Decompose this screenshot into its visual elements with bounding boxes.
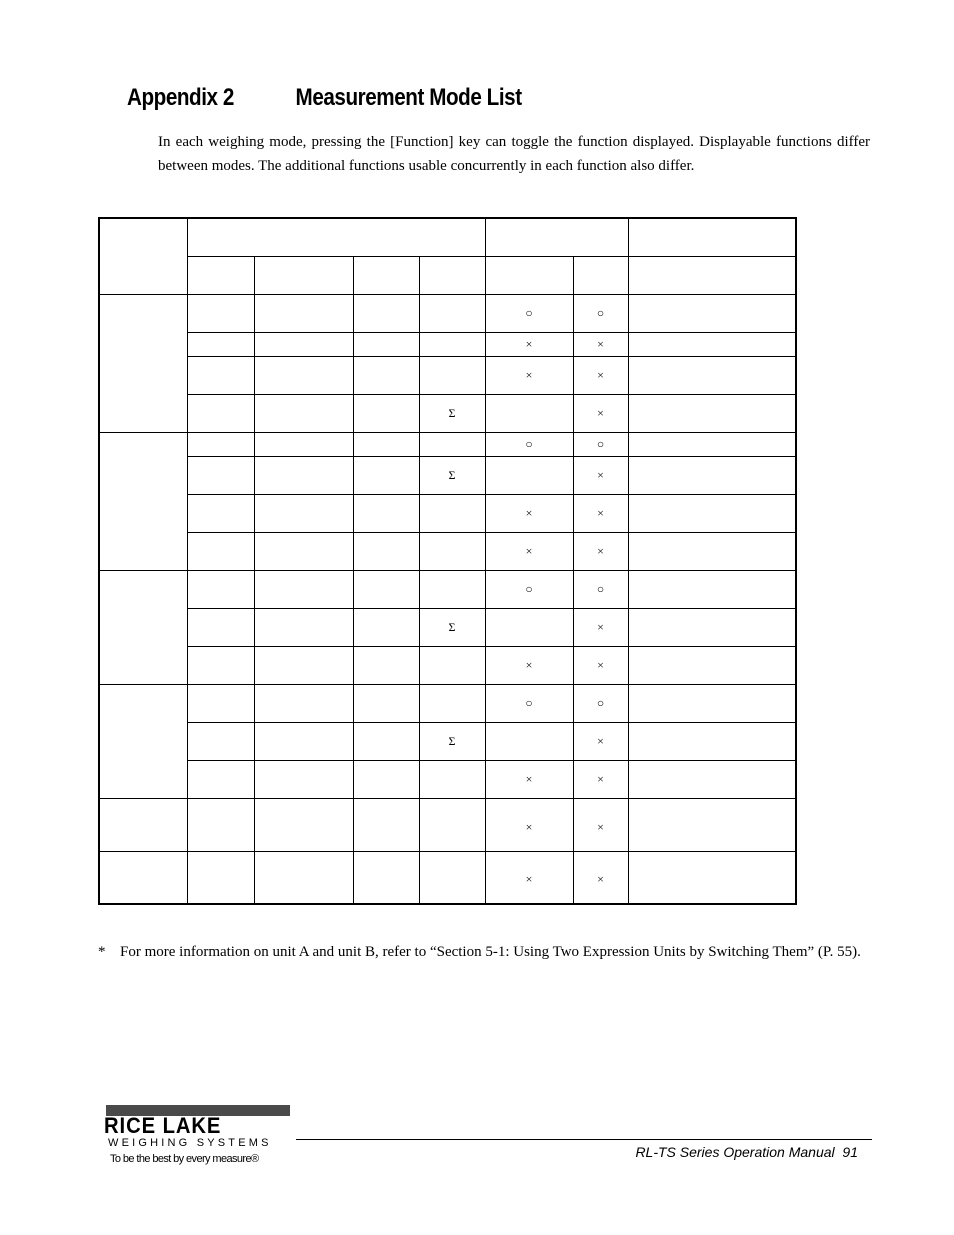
- table-cell: ○: [485, 570, 573, 608]
- table-cell: ×: [573, 760, 628, 798]
- table-cell: ○: [485, 684, 573, 722]
- table-cell: ○: [573, 294, 628, 332]
- appendix-title: Measurement Mode List: [295, 84, 522, 111]
- header-cell: [99, 218, 187, 294]
- measurement-mode-table: [98, 217, 797, 905]
- table-row: [99, 432, 796, 456]
- logo-subtitle: WEIGHING SYSTEMS: [108, 1137, 272, 1149]
- mode-cell: [99, 570, 187, 684]
- table-cell: Σ: [419, 394, 485, 432]
- page-number: 91: [842, 1144, 858, 1160]
- table-cell: [485, 608, 573, 646]
- table-row: [99, 332, 796, 356]
- table-cell: ×: [485, 532, 573, 570]
- table-row: [99, 684, 796, 722]
- header-cell: [573, 256, 628, 294]
- table-cell: ×: [573, 646, 628, 684]
- header-cell: [187, 218, 485, 256]
- page-heading: [127, 84, 522, 112]
- rice-lake-logo: [104, 1103, 294, 1169]
- table-cell: ×: [485, 332, 573, 356]
- table-cell: ×: [485, 851, 573, 904]
- mode-cell: [99, 851, 187, 904]
- table-cell: ×: [485, 494, 573, 532]
- table-cell: Σ: [419, 722, 485, 760]
- table-row: [99, 532, 796, 570]
- logo-tagline: To be the best by every measure®: [110, 1153, 259, 1165]
- header-cell: [254, 256, 353, 294]
- intro-paragraph: In each weighing mode, pressing the [Function] key can toggle the function displayed. Displayable functions differ between modes. The additional functions usable concurrently in each function also differ.: [158, 134, 870, 174]
- header-cell: [419, 256, 485, 294]
- table-cell: [485, 456, 573, 494]
- header-cell: [187, 256, 254, 294]
- table-cell: [485, 394, 573, 432]
- mode-cell: [99, 432, 187, 570]
- footnote-text: For more information on unit A and unit B, refer to “Section 5-1: Using Two Expression Units by Switching Them” (P. 55).: [120, 944, 861, 960]
- table-cell: ×: [573, 722, 628, 760]
- page-footer: [635, 1144, 858, 1160]
- table-cell: ×: [485, 760, 573, 798]
- table-cell: ○: [485, 432, 573, 456]
- header-cell: [485, 256, 573, 294]
- table-cell: [485, 722, 573, 760]
- table-cell: ×: [573, 798, 628, 851]
- header-cell: [628, 256, 796, 294]
- table-row: [99, 494, 796, 532]
- table-row: [99, 456, 796, 494]
- table-row: [99, 294, 796, 332]
- table-cell: ×: [573, 356, 628, 394]
- table-cell: ×: [485, 356, 573, 394]
- table-cell: ×: [573, 851, 628, 904]
- manual-title: RL-TS Series Operation Manual: [635, 1144, 835, 1160]
- table-cell: Σ: [419, 456, 485, 494]
- table-row: [99, 608, 796, 646]
- table-row: [99, 851, 796, 904]
- table-cell: ×: [573, 456, 628, 494]
- footer-divider: [296, 1139, 872, 1140]
- table-cell: ×: [573, 394, 628, 432]
- table-cell: ×: [573, 332, 628, 356]
- header-cell: [353, 256, 419, 294]
- table-cell: ×: [485, 798, 573, 851]
- table-cell: ×: [573, 494, 628, 532]
- footnote: [98, 940, 870, 964]
- table-header-row: [99, 218, 796, 256]
- mode-cell: [99, 684, 187, 798]
- table-cell: ×: [573, 532, 628, 570]
- header-cell: [628, 218, 796, 256]
- table-subheader-row: [99, 256, 796, 294]
- header-cell: [485, 218, 628, 256]
- mode-cell: [99, 294, 187, 432]
- table-row: [99, 760, 796, 798]
- table-row: [99, 394, 796, 432]
- table-cell: ×: [573, 608, 628, 646]
- appendix-number: Appendix 2: [127, 84, 234, 111]
- table-cell: ○: [573, 432, 628, 456]
- table-row: [99, 570, 796, 608]
- footnote-marker: *: [98, 944, 106, 960]
- table-cell: ○: [573, 570, 628, 608]
- table-cell: ○: [573, 684, 628, 722]
- table-row: [99, 356, 796, 394]
- table-row: [99, 798, 796, 851]
- mode-cell: [99, 798, 187, 851]
- table-row: [99, 722, 796, 760]
- logo-name: RICE LAKE: [104, 1113, 222, 1138]
- table-cell: Σ: [419, 608, 485, 646]
- table-row: [99, 646, 796, 684]
- table-cell: ○: [485, 294, 573, 332]
- table-cell: ×: [485, 646, 573, 684]
